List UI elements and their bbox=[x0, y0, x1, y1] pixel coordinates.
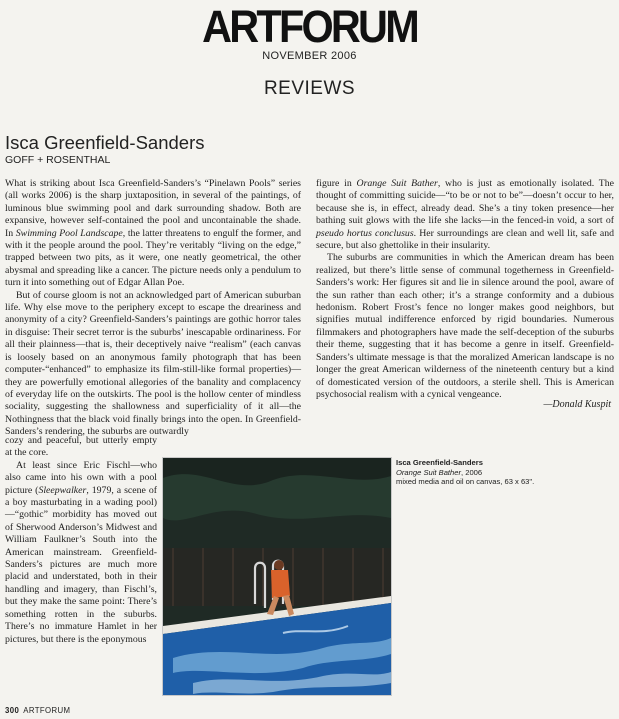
footer-magazine: ARTFORUM bbox=[23, 706, 71, 715]
paragraph-3 bbox=[5, 460, 157, 646]
caption-year: , 2006 bbox=[461, 467, 483, 477]
p1-text-a: What is striking about Isca Greenfield-Sanders’s “Pinelawn Pools” series (all works 2006) is the sharp juxtaposition, in several of the paintings, of luminous blue swimming pool and dark surrounding shadow. Both are expansive, however self-contained the pool and uncontainable the shade. In bbox=[5, 178, 301, 239]
paragraph-2-continued: cozy and peaceful, but utterly empty at the core. bbox=[5, 435, 157, 459]
caption-work-title: Orange Suit Bather bbox=[396, 467, 462, 477]
article-lower-left-column bbox=[5, 435, 157, 646]
section-title: REVIEWS bbox=[263, 78, 356, 99]
page-footer bbox=[5, 706, 70, 715]
p1-text-c: , the latter threatens to engulf the former, and with it the people around the pool. They’re veritably “living on the edge,” trapped between two pits, as it were, one neatly geometrical, the other abysmal and spreading like a cancer. The picture needs only a pendulum to turn it into something out of Edgar Allan Poe. bbox=[5, 227, 301, 289]
caption-medium: mixed media and oil on canvas, 63 x 63". bbox=[396, 477, 535, 487]
artwork-caption bbox=[396, 458, 596, 487]
work-title-swimming-pool-landscape: Swimming Pool Landscape bbox=[15, 227, 123, 239]
magazine-masthead: ARTFORUM bbox=[202, 1, 417, 52]
caption-artist: Isca Greenfield-Sanders bbox=[396, 458, 483, 467]
p3c-text-e: . Her surroundings are clean and well lit, safe and secure, but also ghettolike in their insularity. bbox=[316, 227, 614, 252]
issue-date: NOVEMBER 2006 bbox=[262, 50, 357, 62]
p3c-text-c: , who is just as emotionally isolated. The thought of committing suicide—“to be or not to be”—doesn’t occur to her, because she is, in effect, already dead. She’s a tiny token presence—her bathing suit glows with the life she lacks—in the fenced-in void, a sort of bbox=[316, 178, 615, 227]
caption-work-line bbox=[396, 468, 596, 478]
p3-text-c: , 1979, a scene of a boy masturbating in a wading pool)—“gothic” morbidity has moved out of Sherwood Anderson’s Midwest and William Faulkner’s South into the American mainstream. Greenfield-Sanders’s pictures are much more placid and understated, both in their handling and imagery, than Fischl’s, but they make the same point: There’s something rotten in the suburbs. There’s no immature Hamlet in her pictures, but there is the eponymous bbox=[5, 484, 157, 645]
paragraph-3-continued bbox=[316, 178, 614, 252]
review-author: —Donald Kuspit bbox=[543, 399, 611, 410]
artwork-image-orange-suit-bather bbox=[162, 457, 392, 696]
article-left-column bbox=[5, 178, 301, 439]
work-title-sleepwalker: Sleepwalker bbox=[38, 484, 87, 496]
paragraph-4: The suburbs are communities in which the American dream has been realized, but there’s little sense of communal togetherness in Greenfield-Sanders’s work: Her figures sit and lie in silence around the pool, aware of the sun rather than each other; it’s a strange conformity and a dubious hedonism. Robert Frost’s fence no longer makes good neighbors, but signifies mutual indifference enforced by rigid boundaries. Numerous filmmakers and photographers have made the self-deception of the suburbs their theme, suggesting that it has become a genre in itself. Greenfield-Sanders’s ultimate message is that the moralized American landscape is no longer the great American wilderness of the nineteenth century but a kind of domesticated version of the outdoors, a sterile shell. This is American psychosocial realism with a cynical vengeance. bbox=[316, 252, 614, 400]
review-artist-name: Isca Greenfield-Sanders bbox=[5, 132, 205, 153]
review-gallery-name: GOFF + ROSENTHAL bbox=[5, 154, 111, 166]
paragraph-2: But of course gloom is not an acknowledged part of American suburban life. Why else move to the periphery except to escape the dreariness and anonymity of a city? Greenfield-Sanders’s paintings are gothic horror tales in disguise: Their secret terror is the suburbs’ inescapable ordinariness. For all their plainness—that is, their deceptively naive “realism” (each canvas is loosely based on an anonymous family photograph that has been computer-“enhanced” to emphasize its film-still-like formal properties)—they are powerfully emotional allegories of the banality and complacency of everyday life on the outskirts. The pool is the hollow center of mindless sociality, suggesting the shallowness and superficiality of it all—the Nothingness that the black void finally brings into the open. In Greenfield-Sanders’s rendering, the suburbs are outwardly bbox=[5, 289, 301, 438]
paragraph-1 bbox=[5, 178, 301, 290]
article-right-column bbox=[316, 178, 614, 401]
page-number: 300 bbox=[5, 706, 20, 715]
painting-illustration bbox=[163, 458, 391, 695]
work-title-orange-suit-bather: Orange Suit Bather bbox=[356, 178, 438, 189]
p3-text-a: At least since Eric Fischl—who also came into his own with a pool picture ( bbox=[5, 459, 157, 496]
p3c-text-a: figure in bbox=[316, 178, 357, 189]
phrase-pseudo-hortus-conclusus: pseudo hortus conclusus bbox=[316, 227, 414, 239]
